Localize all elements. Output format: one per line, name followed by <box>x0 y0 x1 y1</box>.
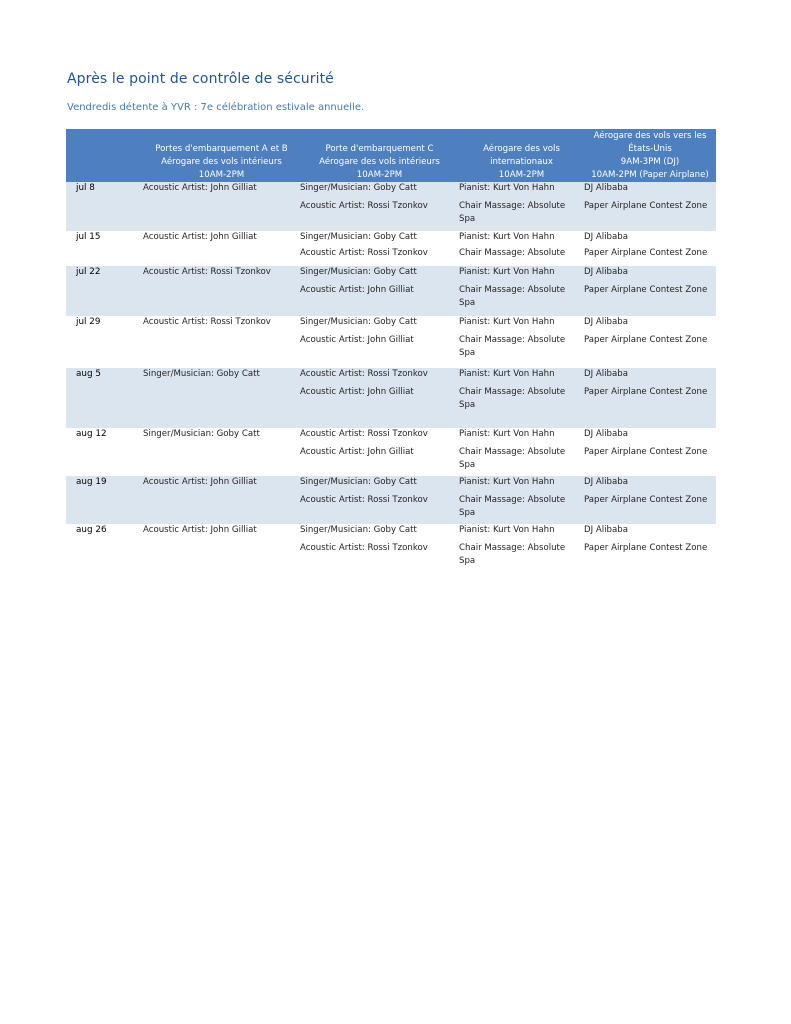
performer-entry: Pianist: Kurt Von Hahn <box>459 183 555 193</box>
performer-entry: Acoustic Artist: Rossi Tzonkov <box>143 317 271 327</box>
performer-entry: DJ Alibaba <box>584 369 628 379</box>
cell-international <box>459 524 584 572</box>
cell-international <box>459 266 584 316</box>
header-international <box>459 129 584 182</box>
cell-date: aug 12 <box>76 429 107 439</box>
performer-entry: Acoustic Artist: Rossi Tzonkov <box>300 369 428 379</box>
cell-international <box>459 368 584 428</box>
header-line: 10AM-2PM <box>356 170 403 180</box>
header-line: Aérogare des vols intérieurs <box>319 157 440 167</box>
header-line: internationaux <box>490 157 553 167</box>
performer-entry: Acoustic Artist: Rossi Tzonkov <box>300 429 428 439</box>
performer-entry: DJ Alibaba <box>584 317 628 327</box>
performer-entry: Paper Airplane Contest Zone <box>584 248 708 258</box>
performer-entry: Singer/Musician: Goby Catt <box>143 369 260 379</box>
performer-entry: Chair Massage: Absolute Spa <box>459 543 566 566</box>
cell-gates-ab <box>143 316 300 368</box>
cell-gates-ab <box>143 428 300 476</box>
page-title: Après le point de contrôle de sécurité <box>67 71 334 87</box>
cell-gate-c <box>300 266 459 316</box>
performer-entry: Singer/Musician: Goby Catt <box>300 525 417 535</box>
table-row <box>66 428 716 476</box>
performer-entry: Acoustic Artist: Rossi Tzonkov <box>143 267 271 277</box>
table-row <box>66 476 716 524</box>
cell-date: jul 15 <box>76 232 101 242</box>
table-row <box>66 316 716 368</box>
performer-entry: Paper Airplane Contest Zone <box>584 201 708 211</box>
performer-entry: Pianist: Kurt Von Hahn <box>459 267 555 277</box>
performer-entry: Acoustic Artist: Rossi Tzonkov <box>300 495 428 505</box>
header-line: Aérogare des vols intérieurs <box>161 157 282 167</box>
cell-gate-c <box>300 231 459 266</box>
header-line: 10AM-2PM <box>498 170 545 180</box>
cell-international <box>459 476 584 524</box>
performer-entry: Pianist: Kurt Von Hahn <box>459 429 555 439</box>
performer-entry: Acoustic Artist: John Gilliat <box>300 335 414 345</box>
performer-entry: Chair Massage: Absolute Spa <box>459 495 566 518</box>
performer-entry: Acoustic Artist: Rossi Tzonkov <box>300 248 428 258</box>
header-line: 10AM-2PM <box>198 170 245 180</box>
performer-entry: Paper Airplane Contest Zone <box>584 495 708 505</box>
performer-entry: Pianist: Kurt Von Hahn <box>459 477 555 487</box>
performer-entry: Acoustic Artist: John Gilliat <box>143 477 257 487</box>
performer-entry: DJ Alibaba <box>584 525 628 535</box>
header-line: États-Unis <box>628 144 672 154</box>
table-body <box>66 182 716 572</box>
performer-entry: Paper Airplane Contest Zone <box>584 543 708 553</box>
performer-entry: Acoustic Artist: John Gilliat <box>300 285 414 295</box>
cell-date: aug 26 <box>76 525 107 535</box>
cell-international <box>459 231 584 266</box>
header-us <box>584 129 716 182</box>
cell-date: aug 19 <box>66 476 143 524</box>
performer-entry: Singer/Musician: Goby Catt <box>143 429 260 439</box>
performer-entry: Chair Massage: Absolute Spa <box>459 285 566 308</box>
cell-date: jul 22 <box>66 266 143 316</box>
performer-entry: Acoustic Artist: Rossi Tzonkov <box>300 201 428 211</box>
header-date <box>66 129 143 182</box>
performer-entry: Chair Massage: Absolute Spa <box>459 447 566 470</box>
performer-entry: Acoustic Artist: John Gilliat <box>143 232 257 242</box>
cell-gates-ab <box>143 231 300 266</box>
cell-date: jul 29 <box>76 317 101 327</box>
performer-entry: DJ Alibaba <box>584 232 628 242</box>
cell-date: aug 5 <box>66 368 143 428</box>
performer-entry: Acoustic Artist: Rossi Tzonkov <box>300 543 428 553</box>
performer-entry: Acoustic Artist: John Gilliat <box>300 447 414 457</box>
cell-gate-c <box>300 476 459 524</box>
performer-entry: Paper Airplane Contest Zone <box>584 387 708 397</box>
cell-us <box>584 266 716 316</box>
header-line: 10AM-2PM (Paper Airplane) <box>591 170 709 180</box>
cell-us <box>584 428 716 476</box>
cell-us <box>584 182 716 231</box>
performer-entry: DJ Alibaba <box>584 429 628 439</box>
performer-entry: Pianist: Kurt Von Hahn <box>459 317 555 327</box>
header-line: 9AM-3PM (DJ) <box>620 157 680 167</box>
cell-us <box>584 476 716 524</box>
page-subtitle: Vendredis détente à YVR : 7e célébration estivale annuelle. <box>67 102 365 113</box>
performer-entry: Chair Massage: Absolute Spa <box>459 387 566 410</box>
performer-entry: Paper Airplane Contest Zone <box>584 447 708 457</box>
table-row <box>66 182 716 231</box>
cell-international <box>459 316 584 368</box>
table-row <box>66 266 716 316</box>
cell-gate-c <box>300 182 459 231</box>
header-gates-ab <box>143 129 300 182</box>
performer-entry: Pianist: Kurt Von Hahn <box>459 369 555 379</box>
cell-gate-c <box>300 368 459 428</box>
performer-entry: Pianist: Kurt Von Hahn <box>459 525 555 535</box>
performer-entry: Singer/Musician: Goby Catt <box>300 232 417 242</box>
header-line: Aérogare des vols <box>483 144 560 154</box>
performer-entry: Acoustic Artist: John Gilliat <box>300 387 414 397</box>
performer-entry: DJ Alibaba <box>584 267 628 277</box>
performer-entry: Singer/Musician: Goby Catt <box>300 477 417 487</box>
table-header-row <box>66 129 716 182</box>
performer-entry: Singer/Musician: Goby Catt <box>300 267 417 277</box>
performer-entry: Singer/Musician: Goby Catt <box>300 183 417 193</box>
cell-international <box>459 182 584 231</box>
cell-us <box>584 231 716 266</box>
table-row <box>66 231 716 266</box>
performer-entry: Chair Massage: Absolute Spa <box>459 335 566 358</box>
cell-gate-c <box>300 316 459 368</box>
performer-entry: Chair Massage: Absolute <box>459 248 566 258</box>
cell-date: jul 8 <box>66 182 143 231</box>
performer-entry: Chair Massage: Absolute Spa <box>459 201 566 224</box>
schedule-table <box>66 129 716 572</box>
header-line: Portes d'embarquement A et B <box>155 144 288 154</box>
cell-us <box>584 316 716 368</box>
cell-us <box>584 524 716 572</box>
performer-entry: Paper Airplane Contest Zone <box>584 335 708 345</box>
performer-entry: DJ Alibaba <box>584 183 628 193</box>
performer-entry: Singer/Musician: Goby Catt <box>300 317 417 327</box>
performer-entry: Acoustic Artist: John Gilliat <box>143 183 257 193</box>
header-line: Aérogare des vols vers les <box>593 131 707 141</box>
cell-gate-c <box>300 524 459 572</box>
performer-entry: Paper Airplane Contest Zone <box>584 285 708 295</box>
performer-entry: DJ Alibaba <box>584 477 628 487</box>
table-row <box>66 524 716 572</box>
cell-us <box>584 368 716 428</box>
table-row <box>66 368 716 428</box>
cell-gates-ab <box>143 182 300 231</box>
cell-gates-ab <box>143 524 300 572</box>
cell-gate-c <box>300 428 459 476</box>
cell-gates-ab <box>143 266 300 316</box>
header-line: Porte d'embarquement C <box>325 144 434 154</box>
cell-international <box>459 428 584 476</box>
header-gate-c <box>300 129 459 182</box>
cell-gates-ab <box>143 368 300 428</box>
performer-entry: Pianist: Kurt Von Hahn <box>459 232 555 242</box>
performer-entry: Acoustic Artist: John Gilliat <box>143 525 257 535</box>
cell-gates-ab <box>143 476 300 524</box>
